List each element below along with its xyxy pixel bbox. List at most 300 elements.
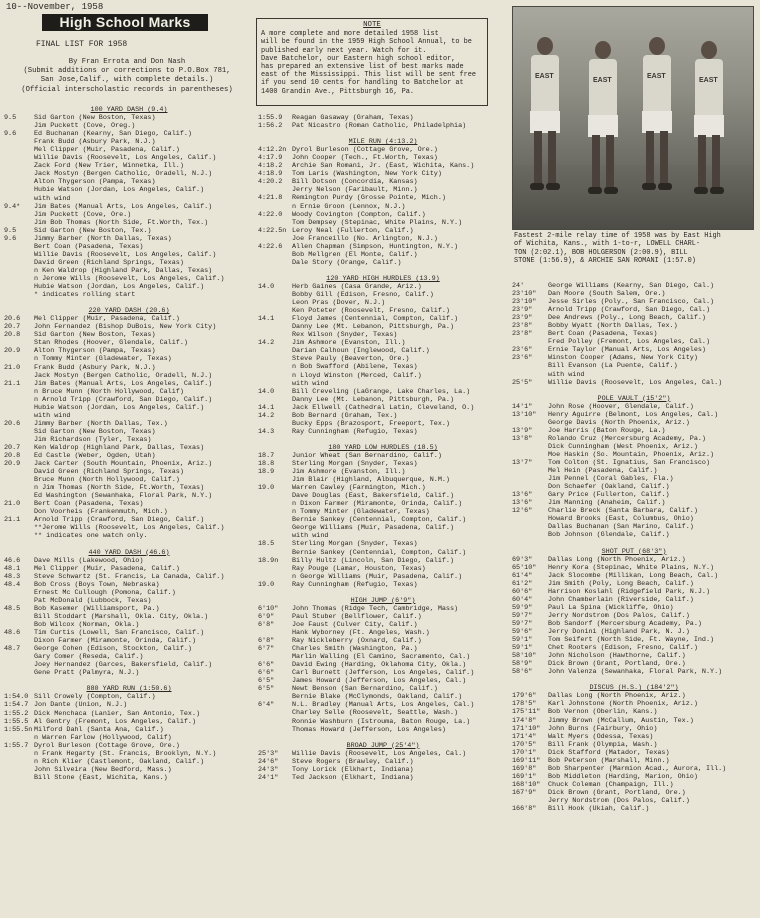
record-row <box>512 773 756 781</box>
runner-jersey <box>643 55 671 113</box>
record-row <box>258 428 508 436</box>
record-athlete: Jack Ellwell (Cathedral Latin, Cleveland, O.) <box>292 403 475 412</box>
record-athlete: Bill Evanson (La Puente, Calif.) <box>548 362 678 371</box>
record-row <box>258 645 508 653</box>
record-mark: 18.8 <box>258 460 275 469</box>
record-athlete: Jon Dante (Union, N.J.) <box>34 701 128 710</box>
record-athlete: Jim Puckett (Cove, Ore.) <box>34 210 132 219</box>
record-mark: 20.6 <box>4 315 21 324</box>
record-mark: 23'8" <box>512 330 533 339</box>
runner-leg <box>548 131 556 185</box>
record-athlete: Steve Rogers (Brawley, Calif.) <box>292 757 414 766</box>
record-athlete: Tom Laris (Washington, New York City) <box>292 170 442 179</box>
record-athlete: Bill Hook (Ukiah, Calif.) <box>548 805 650 814</box>
record-mark: 4:18.2 <box>258 162 283 171</box>
record-row <box>512 805 756 813</box>
record-row <box>4 766 254 774</box>
record-athlete: Darian Calhoun (Inglewood, Calif.) <box>292 347 430 356</box>
record-mark: 4:22.5n <box>258 226 287 235</box>
record-athlete: Milford Dahl (Santa Ana, Calif.) <box>34 725 164 734</box>
record-athlete: Ray Nickleberry (Oxnard, Calif.) <box>292 637 422 646</box>
record-row <box>258 726 508 734</box>
record-row <box>4 291 254 299</box>
record-mark: 13'9" <box>512 426 533 435</box>
record-athlete: Jerry Nelson (Faribault, Minn.) <box>292 186 418 195</box>
record-row <box>4 186 254 194</box>
record-athlete: Bert Coan (Pasadena, Texas) <box>34 500 144 509</box>
record-athlete: Jerry Donini (Highland Park, N. J.) <box>548 628 690 637</box>
record-row <box>258 227 508 235</box>
page-title: High School Marks <box>42 14 208 31</box>
caption-line: of Wichita, Kans., with 1-to-r, LOWELL CHARL- <box>514 240 701 249</box>
column-middle <box>258 114 508 782</box>
record-row <box>4 315 254 323</box>
event-heading: 120 YARD HIGH HURDLES (13.9) <box>326 274 440 283</box>
record-athlete: Junior Wheat (San Bernardino, Calif.) <box>292 451 442 460</box>
record-athlete: Frank Budd (Asbury Park, N.J.) <box>34 363 156 372</box>
record-row <box>4 452 254 460</box>
record-row <box>258 573 508 581</box>
record-row <box>4 339 254 347</box>
record-row <box>4 130 254 138</box>
record-row <box>512 588 756 596</box>
record-row <box>258 532 508 540</box>
record-row <box>258 452 508 460</box>
record-row <box>4 637 254 645</box>
record-athlete: with wind <box>548 370 585 379</box>
record-row <box>4 669 254 677</box>
record-mark: 166'8" <box>512 805 537 814</box>
record-mark: 13'10" <box>512 410 537 419</box>
runner-shorts <box>694 115 724 137</box>
caption-line: Fastest 2-mile relay time of 1958 was by East High <box>514 232 721 240</box>
record-athlete: Ray Cunningham (Refugio, Texas) <box>292 427 418 436</box>
record-mark: 1:55.5 <box>4 717 29 726</box>
record-athlete: Bob Sandorf (Mercersburg Academy, Pa.) <box>548 619 702 628</box>
record-mark: 14.1 <box>258 403 275 412</box>
record-athlete: Mel Clipper (Muir, Pasadena, Calif.) <box>34 315 180 324</box>
record-athlete: Bernie Sankey (Centennial, Compton, Calif.) <box>292 516 467 525</box>
jersey-letters: EAST <box>699 77 718 84</box>
record-athlete: Dick Cunningham (West Phoenix, Ariz.) <box>548 442 698 451</box>
record-athlete: Woody Covington (Compton, Calif.) <box>292 210 426 219</box>
record-mark: 23'8" <box>512 322 533 331</box>
record-row <box>4 613 254 621</box>
record-athlete: Ed Castle (Weber, Ogden, Utah) <box>34 452 156 461</box>
record-mark: 23'10" <box>512 298 537 307</box>
record-athlete: Jim Manning (Anaheim, Calif.) <box>548 499 666 508</box>
record-athlete: Dallas Long (North Phoenix, Ariz.) <box>548 555 686 564</box>
event-heading: 880 YARD RUN (1:50.6) <box>86 685 172 694</box>
jersey-letters: EAST <box>647 73 666 80</box>
record-athlete: Leon Pras (Dover, N.J.) <box>292 299 386 308</box>
record-row <box>512 459 756 467</box>
record-row <box>258 162 508 170</box>
record-row <box>258 581 508 589</box>
record-mark: 23'9" <box>512 314 533 323</box>
note-line: will be found in the 1959 High School Annual, to be <box>261 38 472 47</box>
record-row <box>4 195 254 203</box>
record-row <box>512 580 756 588</box>
record-athlete: Jim Ashmore (Evanston, Ill.) <box>292 339 406 348</box>
record-athlete: **Jerome Wills (Roosevelt, Los Angeles, Calif.) <box>34 524 225 533</box>
record-row <box>258 130 508 138</box>
record-row <box>258 347 508 355</box>
record-row <box>4 677 254 685</box>
record-row <box>258 718 508 726</box>
record-row <box>258 388 508 396</box>
record-athlete: Alton Thygerson (Pampa, Texas) <box>34 178 156 187</box>
record-athlete: Dale Story (Orange, Calif.) <box>292 258 402 267</box>
record-row <box>512 692 756 700</box>
record-row <box>512 765 756 773</box>
record-mark: 4:22.6 <box>258 242 283 251</box>
record-row <box>258 557 508 565</box>
record-athlete: Danny Lee (Mt. Lebanon, Pittsburgh, Pa.) <box>292 323 455 332</box>
record-athlete: Bernie Blake (McClymonds, Oakland, Calif.) <box>292 693 463 702</box>
record-athlete: Jack Carter (South Mountain, Phoenix, Ariz.) <box>34 460 213 469</box>
record-athlete: Willie Davis (Roosevelt, Los Angeles, Calif.) <box>34 154 217 163</box>
record-mark: 18.9 <box>258 468 275 477</box>
record-row <box>4 420 254 428</box>
record-athlete: Dick Brown (Grant, Portland, Ore.) <box>548 660 686 669</box>
record-row <box>512 427 756 435</box>
record-athlete: Thomas Howard (Jefferson, Los Angeles) <box>292 725 446 734</box>
record-mark: 9.4* <box>4 202 21 211</box>
record-athlete: Mel Clipper (Muir, Pasadena, Calif.) <box>34 146 180 155</box>
record-row <box>258 637 508 645</box>
record-mark: 12'6" <box>512 507 533 516</box>
event-heading: 440 YARD DASH (46.6) <box>88 548 170 557</box>
record-row <box>4 170 254 178</box>
record-row <box>4 484 254 492</box>
record-row <box>512 700 756 708</box>
record-athlete: John Cooper (Tech., Ft.Worth, Texas) <box>292 154 438 163</box>
record-mark: 6'5" <box>258 685 275 694</box>
record-athlete: ** indicates one watch only. <box>34 532 148 541</box>
record-mark: 48.7 <box>4 645 21 654</box>
record-mark: 24'6" <box>258 757 279 766</box>
record-athlete: John Chamberlain (Riverside, Calif.) <box>548 595 694 604</box>
runner-leg <box>534 131 542 185</box>
record-mark: 21.0 <box>4 363 21 372</box>
record-mark: 14.3 <box>258 427 275 436</box>
record-row <box>4 532 254 540</box>
record-athlete: Arnold Tripp (Crawford, San Diego, Calif.) <box>34 516 205 525</box>
record-row <box>512 298 756 306</box>
record-row <box>512 322 756 330</box>
record-athlete: Gary Price (Fullerton, Calif.) <box>548 491 670 500</box>
record-row <box>258 380 508 388</box>
record-row <box>4 364 254 372</box>
record-athlete: Chuck Coleman (Champaign, Ill.) <box>548 780 674 789</box>
record-athlete: Moe Haskin (So. Mountain, Phoenix, Ariz.) <box>548 450 715 459</box>
record-row <box>4 283 254 291</box>
record-row <box>512 362 756 370</box>
record-row <box>512 660 756 668</box>
record-athlete: Paul Stuber (Bellflower, Calif.) <box>292 612 422 621</box>
record-athlete: George Cohen (Edison, Stockton, Calif.) <box>34 645 192 654</box>
record-athlete: Bob Bernard (Graham, Tex.) <box>292 411 398 420</box>
record-row <box>512 338 756 346</box>
record-athlete: Jim Ashmore (Evanston, Ill.) <box>292 468 406 477</box>
record-row <box>512 451 756 459</box>
record-mark: 24' <box>512 282 525 290</box>
record-row <box>258 540 508 548</box>
record-row <box>258 693 508 701</box>
record-row <box>512 531 756 539</box>
record-row <box>512 443 756 451</box>
record-athlete: David Ewing (Harding, Oklahoma City, Okla.) <box>292 661 467 670</box>
record-athlete: Jimmy Barber (North Dallas, Texas) <box>34 234 172 243</box>
record-athlete: Jim Blair (Highland, Albuquerque, N.M.) <box>292 476 450 485</box>
record-mark: 59'7" <box>512 619 533 628</box>
record-row <box>512 749 756 757</box>
record-row <box>4 605 254 613</box>
record-row <box>4 701 254 709</box>
record-row <box>4 235 254 243</box>
record-athlete: Remington Purdy (Grosse Pointe, Mich.) <box>292 194 446 203</box>
record-row <box>258 211 508 219</box>
record-row <box>258 331 508 339</box>
record-row <box>258 243 508 251</box>
record-athlete: Charlie Breck (Santa Barbara, Calif.) <box>548 507 698 516</box>
record-mark: 20.7 <box>4 323 21 332</box>
record-row <box>512 387 756 395</box>
runner-head <box>537 37 553 55</box>
record-athlete: Steve Schwartz (St. Francis, La Canada, Calif.) <box>34 572 225 581</box>
record-row <box>258 661 508 669</box>
record-athlete: Sid Garton (New Boston, Texas) <box>34 427 156 436</box>
record-mark: 14.2 <box>258 339 275 348</box>
record-row <box>512 644 756 652</box>
record-mark: 6'6" <box>258 661 275 670</box>
record-mark: 171'4" <box>512 732 537 741</box>
record-row <box>512 604 756 612</box>
record-row <box>512 475 756 483</box>
record-row <box>258 500 508 508</box>
record-mark: 58'10" <box>512 652 537 661</box>
record-mark: 170'5" <box>512 740 537 749</box>
record-athlete: Pat McDonald (Lubbock, Texas) <box>34 596 152 605</box>
record-row <box>258 750 508 758</box>
record-row <box>258 621 508 629</box>
record-athlete: Dick Brown (Grant, Portland, Ore.) <box>548 788 686 797</box>
record-mark: 14.2 <box>258 411 275 420</box>
record-row <box>258 701 508 709</box>
byline-line: San Jose,Calif., with complete details.) <box>40 76 214 85</box>
record-athlete: George Williams (Muir, Pasadena, Calif.) <box>292 524 455 533</box>
record-row <box>512 572 756 580</box>
record-athlete: Winston Cooper (Adams, New York City) <box>548 354 698 363</box>
record-row <box>512 628 756 636</box>
record-athlete: Ray Cunningham (Refugio, Texas) <box>292 580 418 589</box>
record-athlete: Bob Wilcox (Norman, Okla.) <box>34 621 140 629</box>
record-athlete: Chet Rooters (Edison, Fresno, Calif.) <box>548 644 698 653</box>
record-row <box>4 524 254 532</box>
record-row <box>258 372 508 380</box>
record-athlete: Bobby Gill (Edison, Fresno, Calif.) <box>292 291 434 300</box>
record-athlete: Bill Stone (East, Wichita, Kans.) <box>34 773 168 782</box>
record-row <box>258 436 508 444</box>
record-athlete: Hubie Watson (Jordan, Los Angeles, Calif.) <box>34 283 205 292</box>
record-athlete: Zack Ford (New Trier, Winnetka, Ill.) <box>34 162 184 171</box>
record-athlete: Sterling Morgan (Snyder, Texas) <box>292 540 418 549</box>
event-heading: POLE VAULT (15'2") <box>597 394 671 403</box>
record-row <box>4 355 254 363</box>
note-line: A more complete and more detailed 1958 list <box>261 30 439 39</box>
byline <box>4 58 250 95</box>
record-row <box>512 354 756 362</box>
record-row <box>512 797 756 805</box>
record-athlete: n Bob Swafford (Abilene, Texas) <box>292 363 418 372</box>
record-mark: 9.5 <box>4 226 17 235</box>
event-heading: SHOT PUT (68'3") <box>601 547 667 556</box>
record-athlete: Gene Pratt (Palmyra, N.J.) <box>34 669 140 678</box>
record-athlete: Ernie Taylor (Manual Arts, Los Angeles) <box>548 346 706 355</box>
record-athlete: * indicates rolling start <box>34 291 136 300</box>
record-athlete: Tony Lorick (Elkhart, Indiana) <box>292 765 414 774</box>
event-heading: 220 YARD DASH (20.6) <box>88 307 170 316</box>
record-row <box>4 460 254 468</box>
record-athlete: Howard Brooks (East, Columbus, Ohio) <box>548 515 694 524</box>
record-athlete: Bert Coan (Pasadena, Texas) <box>34 242 144 251</box>
record-mark: 4:17.9 <box>258 154 283 163</box>
record-mark: 168'10" <box>512 780 541 789</box>
record-athlete: Sid Garton (New Boston, Tex.) <box>34 226 152 235</box>
runner-shoe <box>604 187 618 194</box>
event-heading: DISCUS (H.S.) (184'2") <box>589 684 679 693</box>
record-row <box>512 612 756 620</box>
record-mark: 23'10" <box>512 290 537 299</box>
record-athlete: John Silveira (New Bedford, Mass.) <box>34 765 172 774</box>
record-mark: 1:55.7 <box>4 741 29 750</box>
record-row <box>258 219 508 227</box>
caption-line: TON (2:02.1), BOB HOLGERSON (2:00.9), BILL <box>514 248 688 257</box>
runner-shoe <box>710 187 724 194</box>
record-mark: 9.5 <box>4 114 17 123</box>
record-row <box>4 380 254 388</box>
record-row <box>512 411 756 419</box>
record-row <box>258 203 508 211</box>
record-row <box>258 339 508 347</box>
record-athlete: Floyd James (Centennial, Compton, Calif.) <box>292 315 459 324</box>
record-row <box>512 652 756 660</box>
record-athlete: Jerry Nordstrom (Dos Palos, Calif.) <box>548 797 690 805</box>
record-athlete: Sterling Morgan (Snyder, Texas) <box>292 460 418 469</box>
record-athlete: Dick Stafford (Matador, Texas) <box>548 748 670 757</box>
record-athlete: John Burns (Fairbury, Ohio) <box>548 724 658 733</box>
record-athlete: Bernie Sankey (Centennial, Compton, Calif.) <box>292 548 467 557</box>
record-athlete: n Rich Klier (Castlemont, Oakland, Calif.) <box>34 757 205 766</box>
record-row <box>258 516 508 524</box>
record-row <box>258 267 508 275</box>
record-athlete: Mel Clipper (Muir, Pasadena, Calif.) <box>34 564 180 573</box>
record-row <box>4 734 254 742</box>
record-row <box>4 718 254 726</box>
record-athlete: Bill Creveling (LaGrange, Lake Charles, La.) <box>292 387 471 396</box>
record-athlete: Dyrol Burleson (Cottage Grove, Ore.) <box>34 741 180 750</box>
record-mark: 14.1 <box>258 315 275 324</box>
record-row <box>4 227 254 235</box>
record-row <box>4 275 254 283</box>
record-athlete: Jim Smith (Poly, Long Beach, Calif.) <box>548 579 694 588</box>
record-athlete: n Ken Waldrop (Highland Park, Dallas, Texas) <box>34 266 213 275</box>
record-mark: 59'7" <box>512 611 533 620</box>
record-mark: 4:12.2n <box>258 146 287 155</box>
record-row <box>258 629 508 637</box>
record-row <box>512 306 756 314</box>
runner-shoe <box>642 183 656 190</box>
record-row <box>512 379 756 387</box>
record-athlete: Tom Seifert (North Side, Ft. Wayne, Ind.) <box>548 636 715 645</box>
record-row <box>258 685 508 693</box>
record-athlete: Jim Richardson (Tyler, Texas) <box>34 435 152 444</box>
record-athlete: Jim Puckett (Cove, Oreg.) <box>34 122 136 131</box>
record-row <box>4 203 254 211</box>
record-mark: 59'1" <box>512 644 533 653</box>
runner-leg <box>592 135 600 189</box>
record-row <box>512 540 756 548</box>
note-line: east of the Mississippi. This list will be sent free <box>261 71 477 80</box>
record-mark: 60'4" <box>512 595 533 604</box>
record-row <box>512 620 756 628</box>
record-row <box>4 412 254 420</box>
record-row <box>4 211 254 219</box>
record-row <box>512 781 756 789</box>
record-row <box>512 467 756 475</box>
record-row <box>4 645 254 653</box>
record-mark: 6'7" <box>258 645 275 654</box>
record-athlete: Bob Sharpenter (Marmion Acad., Aurora, Ill.) <box>548 764 727 773</box>
record-athlete: Bob Vernon (Oberlin, Kans.) <box>548 708 658 717</box>
record-athlete: Dave Mills (Lakewood, Ohio) <box>34 556 144 565</box>
record-athlete: Willie Davis (Roosevelt, Los Angeles, Calif.) <box>34 250 217 259</box>
record-mark: 169'11" <box>512 756 541 765</box>
record-mark: 20.8 <box>4 331 21 340</box>
record-row <box>4 629 254 637</box>
record-row <box>258 420 508 428</box>
record-row <box>512 717 756 725</box>
record-row <box>4 162 254 170</box>
record-mark: 23'9" <box>512 306 533 315</box>
record-mark: 48.3 <box>4 572 21 581</box>
record-row <box>4 492 254 500</box>
record-mark: 1:55.2 <box>4 709 29 718</box>
record-athlete: John Fernandez (Bishop DuBois, New York City) <box>34 323 217 332</box>
record-row <box>4 726 254 734</box>
byline-line: By Fran Errota and Don Nash <box>68 58 186 66</box>
record-mark: 6'8" <box>258 637 275 646</box>
record-row <box>4 516 254 524</box>
record-athlete: n George Williams (Muir, Pasadena, Calif.) <box>292 572 463 581</box>
record-athlete: Jim Bates (Manual Arts, Los Angeles, Calif.) <box>34 202 213 211</box>
record-mark: 21.1 <box>4 379 21 388</box>
byline-line: (Official interscholastic records in parentheses) <box>21 85 233 94</box>
record-row <box>4 178 254 186</box>
record-row <box>4 750 254 758</box>
record-athlete: Paul La Spina (Wickliffe, Ohio) <box>548 603 674 612</box>
record-mark: 48.4 <box>4 580 21 589</box>
record-athlete: Don Schaefer (Oakland, Calif.) <box>548 483 670 492</box>
record-mark: 9.6 <box>4 130 17 139</box>
record-athlete: Tom Dempsey (Stepinac, White Plains, N.Y.) <box>292 218 463 227</box>
record-row <box>258 677 508 685</box>
record-athlete: Don Voorheis (Frankenmuth, Mich.) <box>34 508 168 517</box>
record-athlete: James Howard (Jefferson, Los Angeles, Cal.) <box>292 677 467 686</box>
record-row <box>4 251 254 259</box>
runner-leg <box>660 131 668 185</box>
